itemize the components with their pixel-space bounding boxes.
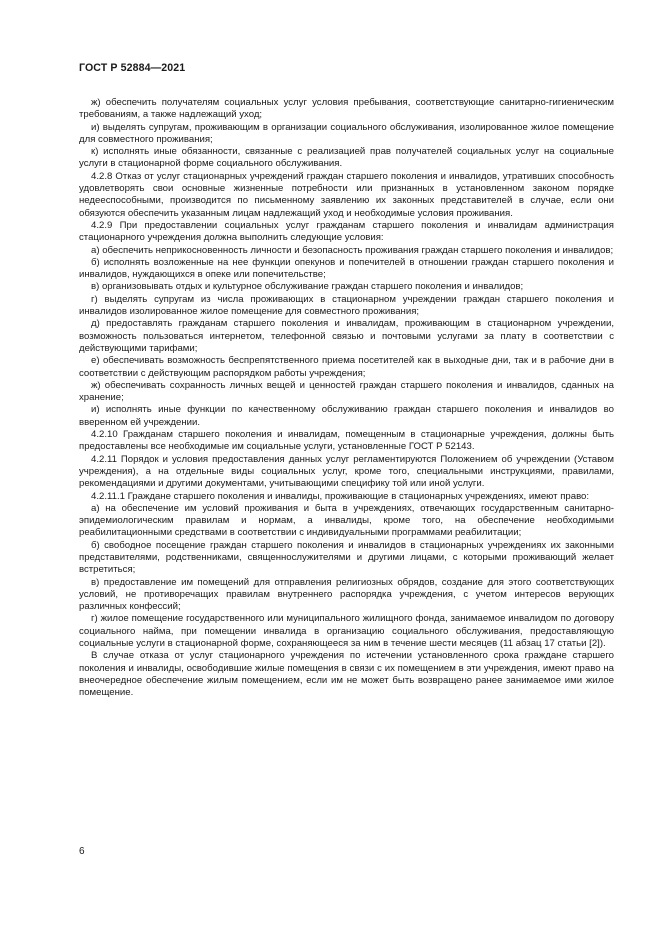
paragraph: 4.2.10 Гражданам старшего поколения и инвалидам, помещенным в стационарные учреждения, должны быть предоставлены все необходимые им социальные услуги, установленные ГОСТ Р 52143. <box>79 429 614 453</box>
paragraph: 4.2.11 Порядок и условия предоставления данных услуг регламентируются Положением об учреждении (Уставом учреждения), а на отдельные виды социальных услуг, кроме того, специальными инструкциями, правилами, рекомендациями и другими документами, учитывающими специфику той или иной услуги. <box>79 453 614 490</box>
paragraph: ж) обеспечить получателям социальных услуг условия пребывания, соответствующие санитарно-гигиеническим требованиям, а также надлежащий уход; <box>79 97 614 121</box>
paragraph: и) исполнять иные функции по качественному обслуживанию граждан старшего поколения и инвалидов во вверенном ей учреждении. <box>79 404 614 428</box>
paragraph: б) свободное посещение граждан старшего поколения и инвалидов в стационарных учреждениях их законными представителями, родственниками, священнослужителями и другими лицами, с которыми проживающий желает встретиться; <box>79 539 614 576</box>
paragraph: в) организовывать отдых и культурное обслуживание граждан старшего поколения и инвалидов; <box>91 281 524 293</box>
paragraph: и) выделять супругам, проживающим в организации социального обслуживания, изолированное жилое помещение для совместного проживания; <box>79 121 614 145</box>
paragraph: ж) обеспечивать сохранность личных вещей и ценностей граждан старшего поколения и инвалидов, сданных на хранение; <box>79 379 614 404</box>
paragraph: г) жилое помещение государственного или муниципального жилищного фонда, занимаемое инвалидом по договору социального найма, при помещении инвалида в организацию социального обслуживания, предоставляющую социальные услуги в стационарной форме, сохраняющееся за ним в течение шести месяцев (11 абзац 17 статьи [2]). <box>79 613 614 650</box>
paragraph: В случае отказа от услуг стационарного учреждения по истечении установленного срока граждане старшего поколения и инвалиды, освободившие жилые помещения в связи с их помещением в эти учреждения, имеют право на внеочередное обеспечение жилым помещением, если им не может быть возвращено ранее занимаемое ими жилое помещение. <box>79 650 614 699</box>
paragraph: а) на обеспечение им условий проживания и быта в учреждениях, отвечающих государственным санитарно-эпидемиологическим правилам и нормам, а инвалиды, кроме того, на обеспечение необходимыми реабилитационными средствами в соответствии с индивидуальными программами реабилитации; <box>79 502 614 539</box>
paragraph: е) обеспечивать возможность беспрепятственного приема посетителей как в выходные дни, так и в рабочие дни в соответствии с действующим распорядком работы учреждения; <box>79 355 614 379</box>
paragraph: г) выделять супругам из числа проживающих в стационарном учреждении граждан старшего поколения и инвалидов изолированное жилое помещение для совместного проживания; <box>79 293 614 318</box>
paragraph: в) предоставление им помещений для отправления религиозных обрядов, создание для этого соответствующих условий, не противоречащих правилам внутреннего распорядка учреждения, с учетом интересов верующих различных конфессий; <box>79 576 614 613</box>
document-header: ГОСТ Р 52884—2021 <box>79 62 186 74</box>
document-body <box>79 97 614 700</box>
paragraph: 4.2.9 При предоставлении социальных услуг гражданам старшего поколения и инвалидам администрация стационарного учреждения должна выполнить следующие условия: <box>79 219 614 244</box>
paragraph: б) исполнять возложенные на нее функции опекунов и попечителей в отношении граждан старшего поколения и инвалидов, нуждающихся в опеке или попечительстве; <box>79 256 614 281</box>
paragraph: а) обеспечить неприкосновенность личности и безопасность проживания граждан старшего поколения и инвалидов; <box>91 244 614 256</box>
paragraph: д) предоставлять гражданам старшего поколения и инвалидам, проживающим в стационарном учреждении, возможность пользоваться интернетом, телефонной связью и почтовыми услугами за плату в соответствии с действующими тарифами; <box>79 318 614 354</box>
page-number: 6 <box>79 846 85 857</box>
paragraph: 4.2.8 Отказ от услуг стационарных учреждений граждан старшего поколения и инвалидов, утративших способность удовлетворять свои основные жизненные потребности или признанных в установленном законом порядке недееспособными, производится по письменному заявлению их законных представителей в случае, если они обязуются обеспечить указанным лицам надлежащий уход и необходимые условия проживания. <box>79 170 614 219</box>
paragraph: к) исполнять иные обязанности, связанные с реализацией прав получателей социальных услуг на социальные услуги в стационарной форме социального обслуживания. <box>79 146 614 170</box>
paragraph: 4.2.11.1 Граждане старшего поколения и инвалиды, проживающие в стационарных учреждениях, имеют право: <box>91 490 590 502</box>
